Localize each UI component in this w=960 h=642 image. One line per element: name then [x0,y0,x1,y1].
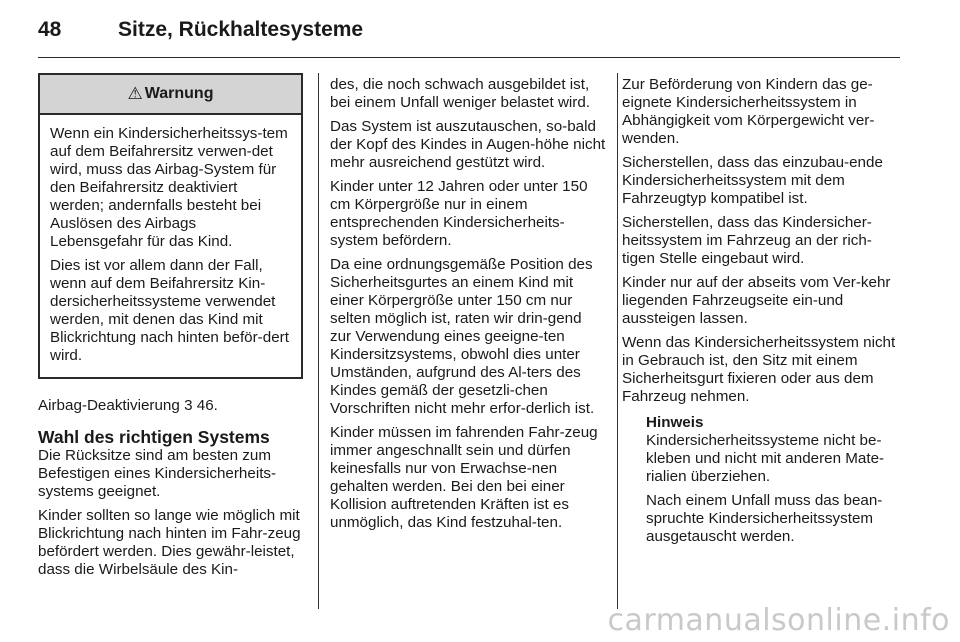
chapter-title: Sitze, Rückhaltesysteme [118,18,364,41]
warning-paragraph: Dies ist vor allem dann der Fall, wenn auf dem Beifahrersitz Kin-dersicherheitssysteme verwendet werden, mit denen das Kind mit Blickrichtung nach hinten beför-dert wird. [50,257,289,364]
section-title: Wahl des richtigen Systems [38,427,270,447]
cross-reference[interactable] [38,397,303,415]
section-paragraph: Die Rücksitze sind am besten zum Befestigen eines Kindersicherheits-systems geeignet. [38,447,277,500]
body-paragraph: des, die noch schwach ausgebildet ist, bei einem Unfall weniger belastet wird. [330,76,591,111]
watermark: carmanualsonline.info [607,603,950,638]
warning-header [40,75,301,115]
body-paragraph: Kinder nur auf der abseits vom Ver-kehr liegenden Fahrzeugseite ein-und aussteigen lassen. [622,274,891,327]
note-paragraph: Nach einem Unfall muss das bean-spruchte Kindersicherheitssystem ausgetauscht werden. [646,492,883,545]
page-number: 48 [38,18,62,41]
note-block [622,414,902,546]
warning-title: Warnung [144,85,214,102]
header-divider [38,57,900,58]
body-paragraph: Kinder unter 12 Jahren oder unter 150 cm Körpergröße nur in einem entsprechenden Kindersicherheits-system befördern. [330,178,588,249]
column-right [622,76,902,552]
section-paragraph: Kinder sollten so lange wie möglich mit Blickrichtung nach hinten im Fahr-zeug befördert werden. Dies gewähr-leistet, dass die Wirbelsäule des Kin- [38,507,301,578]
crossref-arrow-icon: 3 [184,397,193,414]
body-paragraph: Da eine ordnungsgemäße Position des Sicherheitsgurtes an einem Kind mit einer Körpergröße unter 150 cm nur selten möglich ist, raten wir drin-gend zur Verwendung eines geeigne-ten Kindersitzsystems, obwohl dies unter Umständen, aufgrund des Al-ters des Kindes gemäß der gesetzli-chen Vorschriften nicht mehr erfor-derlich ist. [330,256,595,417]
body-paragraph: Wenn das Kindersicherheitssystem nicht in Gebrauch ist, den Sitz mit einem Sicherheitsgurt fixieren oder aus dem Fahrzeug nehmen. [622,334,896,405]
crossref-page: 46. [196,397,218,414]
warning-triangle-icon: ⚠ [127,84,143,103]
warning-paragraph: Wenn ein Kindersicherheitssys-tem auf dem Beifahrersitz verwen-det wird, muss das Airbag-System für den Beifahrersitz deaktiviert werden; andernfalls besteht bei Auslösen des Airbags Lebensgefahr für das Kind. [50,125,288,250]
body-paragraph: Sicherstellen, dass das Kindersicher-heitssystem im Fahrzeug an der rich-tigen Stelle eingebaut wird. [622,214,872,267]
body-paragraph: Das System ist auszutauschen, so-bald der Kopf des Kindes in Augen-höhe nicht mehr ausreichend gestützt wird. [330,118,606,171]
column-middle [330,76,606,538]
body-paragraph: Zur Beförderung von Kindern das ge-eignete Kindersicherheitssystem in Abhängigkeit vom Körpergewicht ver-wenden. [622,76,875,147]
note-paragraph: Kindersicherheitssysteme nicht be-kleben und nicht mit anderen Mate-rialien überziehen. [646,432,885,485]
column-divider [318,73,319,609]
column-left [38,73,303,585]
column-divider [617,73,618,609]
body-paragraph: Kinder müssen im fahrenden Fahr-zeug immer angeschnallt sein und dürfen keinesfalls nur von Erwachse-nen gehalten werden. Bei den bei einer Kollision auftretenden Kräften ist es unmöglich, das Kind festzuhal-ten. [330,424,598,531]
note-label: Hinweis [646,414,704,431]
warning-box [38,73,303,379]
warning-body [40,115,301,377]
crossref-text: Airbag-Deaktivierung [38,397,180,414]
body-paragraph: Sicherstellen, dass das einzubau-ende Kindersicherheitssystem mit dem Fahrzeugtyp kompatibel ist. [622,154,883,207]
